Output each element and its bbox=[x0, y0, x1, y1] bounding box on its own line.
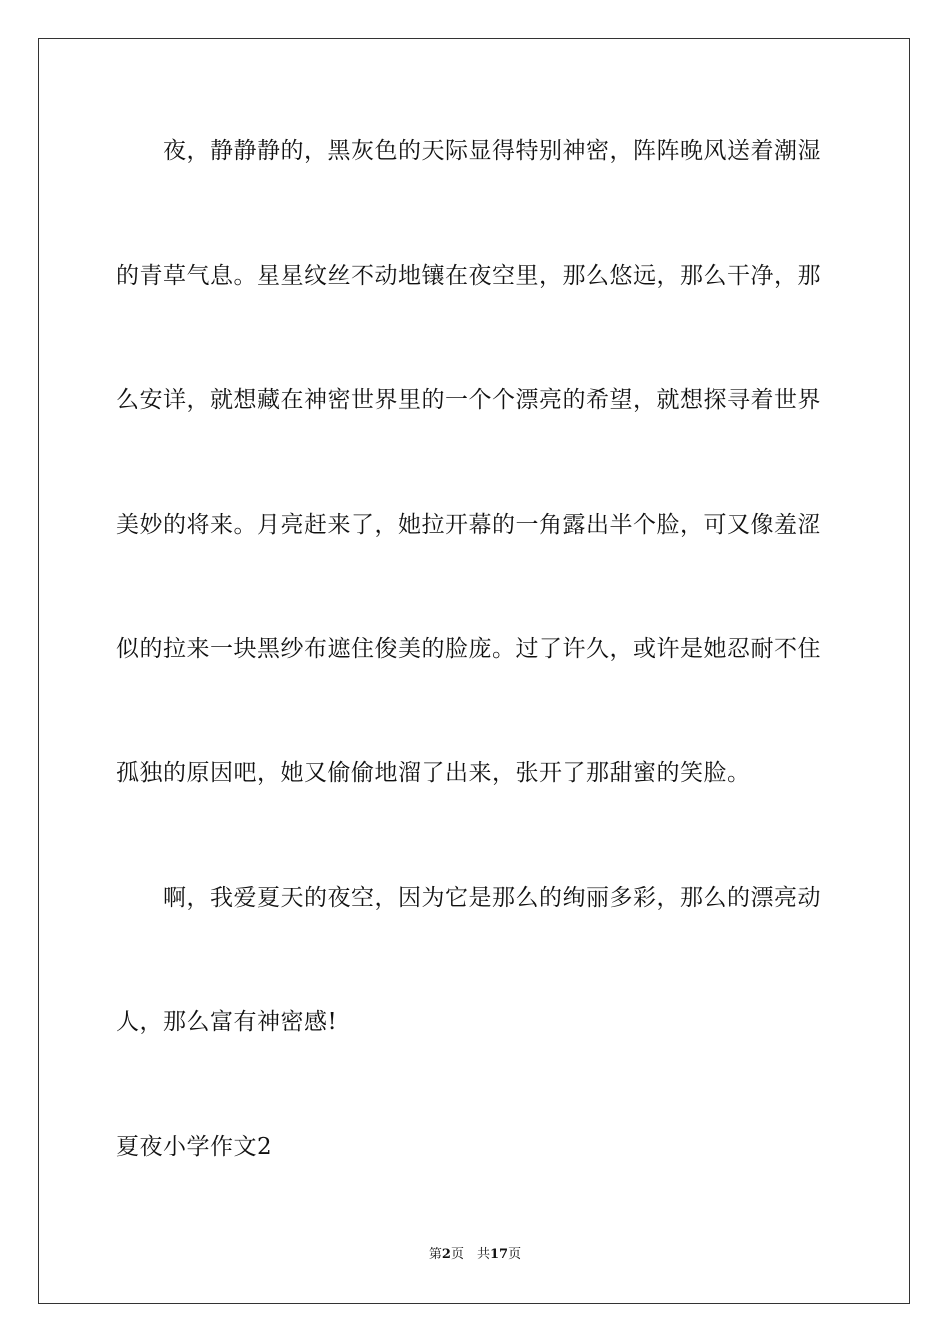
paragraph-line: 人，那么富有神密感! bbox=[116, 1009, 338, 1035]
footer-suffix: 页 bbox=[508, 1247, 522, 1262]
paragraph-line: 啊，我爱夏天的夜空，因为它是那么的绚丽多彩，那么的漂亮动 bbox=[116, 885, 821, 911]
paragraph-line: 的青草气息。星星纹丝不动地镶在夜空里，那么悠远，那么干净，那 bbox=[116, 263, 821, 289]
paragraph-line: 夜，静静静的，黑灰色的天际显得特别神密，阵阵晚风送着潮湿 bbox=[116, 138, 821, 164]
page-border bbox=[38, 38, 910, 1304]
section-heading: 夏夜小学作文2 bbox=[116, 1134, 273, 1160]
total-pages-number: 17 bbox=[489, 1247, 509, 1262]
paragraph-line: 孤独的原因吧，她又偷偷地溜了出来，张开了那甜蜜的笑脸。 bbox=[116, 760, 751, 786]
footer-middle: 页 共 bbox=[450, 1247, 490, 1262]
paragraph-line: 似的拉来一块黑纱布遮住俊美的脸庞。过了许久，或许是她忍耐不住 bbox=[116, 636, 821, 662]
current-page-number: 2 bbox=[441, 1247, 451, 1262]
paragraph-line: 美妙的将来。月亮赶来了，她拉开幕的一角露出半个脸，可又像羞涩 bbox=[116, 512, 821, 538]
page-footer bbox=[0, 1246, 950, 1264]
paragraph-line: 么安详，就想藏在神密世界里的一个个漂亮的希望，就想探寻着世界 bbox=[116, 387, 821, 413]
footer-prefix: 第 bbox=[428, 1247, 442, 1262]
